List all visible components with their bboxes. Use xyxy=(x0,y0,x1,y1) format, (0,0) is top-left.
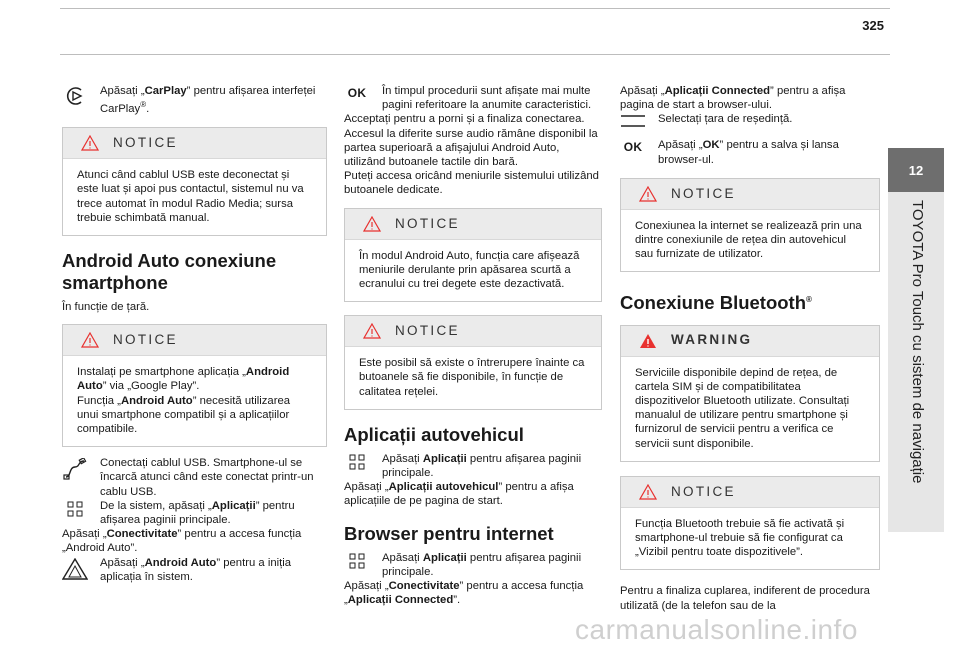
notice-label: NOTICE xyxy=(671,185,736,201)
android-auto-icon xyxy=(62,556,88,580)
notice-header xyxy=(345,209,601,239)
notice-body: Este posibil să existe o întrerupere înainte ca butoanele să fie disponibile, în funcție de calitatea rețelei. xyxy=(345,346,601,409)
paragraph: Puteți accesa oricând meniurile sistemului utilizând butoanele dedicate. xyxy=(344,170,599,197)
top-rule xyxy=(60,8,890,9)
notice-body: Atunci când cablul USB este deconectat și este luat și apoi pus contactul, sistemul nu va trece automat în modul Radio Media; sursa trebuie schimbată manual. xyxy=(63,158,326,235)
list-icon xyxy=(620,112,646,128)
chapter-tab[interactable]: 12 xyxy=(888,148,944,192)
country-step xyxy=(620,112,880,128)
android-text: Apăsați „Android Auto” pentru a iniția aplicația în sistem. xyxy=(100,556,292,583)
ok-text: Apăsați „OK” pentru a salva și lansa browser-ul. xyxy=(658,139,839,166)
notice-header xyxy=(63,325,326,355)
page-number: 325 xyxy=(862,18,884,33)
intro-text: În timpul procedurii sunt afișate mai multe pagini referitoare la anumite caracteristici. xyxy=(382,85,592,112)
notice-header xyxy=(63,128,326,158)
apps-grid-icon xyxy=(344,452,370,470)
notice-label: NOTICE xyxy=(395,323,460,339)
android-step xyxy=(62,556,327,584)
notice-box xyxy=(620,476,880,571)
notice-box xyxy=(344,315,602,410)
section-heading: Android Auto conexiune smartphone xyxy=(62,249,277,293)
carplay-step xyxy=(62,84,327,116)
paragraph: Accesul la diferite surse audio rămâne disponibil la partea superioară a afișajului Android Auto, utilizând butoanele tactile din bară. xyxy=(344,127,598,169)
notice-box xyxy=(620,178,880,273)
side-title: TOYOTA Pro Touch cu sistem de navigație xyxy=(909,200,926,484)
notice-header xyxy=(345,316,601,346)
warning-header xyxy=(621,326,879,356)
warning-triangle-icon xyxy=(81,135,99,151)
notice-label: NOTICE xyxy=(395,215,460,231)
warning-box xyxy=(620,325,880,462)
connectivity-text: Apăsați „Conectivitate” pentru a accesa funcția „Android Auto”. xyxy=(62,528,302,555)
apps-grid-icon xyxy=(62,499,88,517)
warning-triangle-icon xyxy=(363,216,381,232)
carplay-text: Apăsați „CarPlay” pentru afișarea interfeței CarPlay®. xyxy=(100,85,316,115)
notice-body: Instalați pe smartphone aplicația „Android Auto” via „Google Play”. Funcția „Android Auto” necesită utilizarea unui smartphone compatibil și a aplicațiilor compatibile. xyxy=(63,355,326,446)
section-heading: Browser pentru internet xyxy=(344,522,554,544)
notice-label: NOTICE xyxy=(113,135,178,151)
watermark: carmanualsonline.info xyxy=(575,614,858,645)
ok-icon: OK xyxy=(347,86,367,100)
notice-label: NOTICE xyxy=(113,332,178,348)
ok-icon: OK xyxy=(623,140,643,155)
header-rule xyxy=(60,54,890,55)
warning-filled-icon xyxy=(639,333,657,349)
apps-grid-icon xyxy=(344,551,370,569)
column-2 xyxy=(344,84,602,607)
connectivity-text: Apăsați „Conectivitate” pentru a accesa funcția „Aplicații Connected”. xyxy=(344,580,584,607)
apps-step xyxy=(344,551,602,579)
paragraph: Acceptați pentru a porni și a finaliza conectarea. xyxy=(344,113,585,126)
warning-body: Serviciile disponibile depind de rețea, de cartela SIM și de compatibilitatea dispozitivelor Bluetooth utilizate. Consultați manualul de utilizare pentru smartphone și furnizorul de servicii pentru a verifica ce servicii sunt disponibile. xyxy=(621,356,879,461)
column-3 xyxy=(620,84,880,613)
final-text: Pentru a finaliza cuplarea, indiferent de procedura utilizată (de la telefon sau de la xyxy=(620,585,870,612)
apps-step xyxy=(344,452,602,480)
notice-header xyxy=(621,179,879,209)
warning-triangle-icon xyxy=(363,323,381,339)
column-1 xyxy=(62,84,327,584)
notice-body: Conexiunea la internet se realizează prin una dintre conexiunile de rețea din autovehicul sau furnizate de utilizator. xyxy=(621,209,879,272)
country-note: În funcție de țară. xyxy=(62,300,150,313)
apps-text: Apăsați Aplicații pentru afișarea paginii principale. xyxy=(382,551,582,578)
section-heading: Conexiune Bluetooth® xyxy=(620,292,812,314)
usb-step xyxy=(62,456,327,499)
notice-box xyxy=(62,127,327,236)
vehicle-apps-text: Apăsați „Aplicații autovehicul” pentru a afișa aplicațiile de pe pagina de start. xyxy=(344,481,574,508)
notice-box xyxy=(62,324,327,447)
warning-label: WARNING xyxy=(671,332,753,348)
notice-body: Funcția Bluetooth trebuie să fie activată și smartphone-ul trebuie să fie configurat ca „Vizibil pentru toate dispozitivele”. xyxy=(621,507,879,570)
warning-triangle-icon xyxy=(639,484,657,500)
country-text: Selectați țara de reședință. xyxy=(658,113,793,126)
carplay-icon xyxy=(62,84,88,106)
apps-text: Apăsați Aplicații pentru afișarea paginii principale. xyxy=(382,452,582,480)
notice-header xyxy=(621,477,879,507)
notice-label: NOTICE xyxy=(671,483,736,499)
usb-cable-icon xyxy=(62,456,88,480)
apps-step xyxy=(62,499,327,527)
apps-text: De la sistem, apăsați „Aplicații” pentru afișarea paginii principale. xyxy=(100,499,295,527)
connected-text: Apăsați „Aplicații Connected” pentru a afișa pagina de start a browser-ului. xyxy=(620,85,846,112)
ok-step xyxy=(620,138,880,166)
usb-text: Conectați cablul USB. Smartphone-ul se încarcă atunci când este conectat printr-un cablu USB. xyxy=(100,457,314,498)
warning-triangle-icon xyxy=(81,332,99,348)
section-heading: Aplicații autovehicul xyxy=(344,423,524,445)
notice-box xyxy=(344,208,602,303)
ok-step xyxy=(344,84,602,112)
warning-triangle-icon xyxy=(639,186,657,202)
notice-body: În modul Android Auto, funcția care afișează meniurile derulante prin apăsarea scurtă a ecranului cu trei degete este dezactivată. xyxy=(345,239,601,302)
